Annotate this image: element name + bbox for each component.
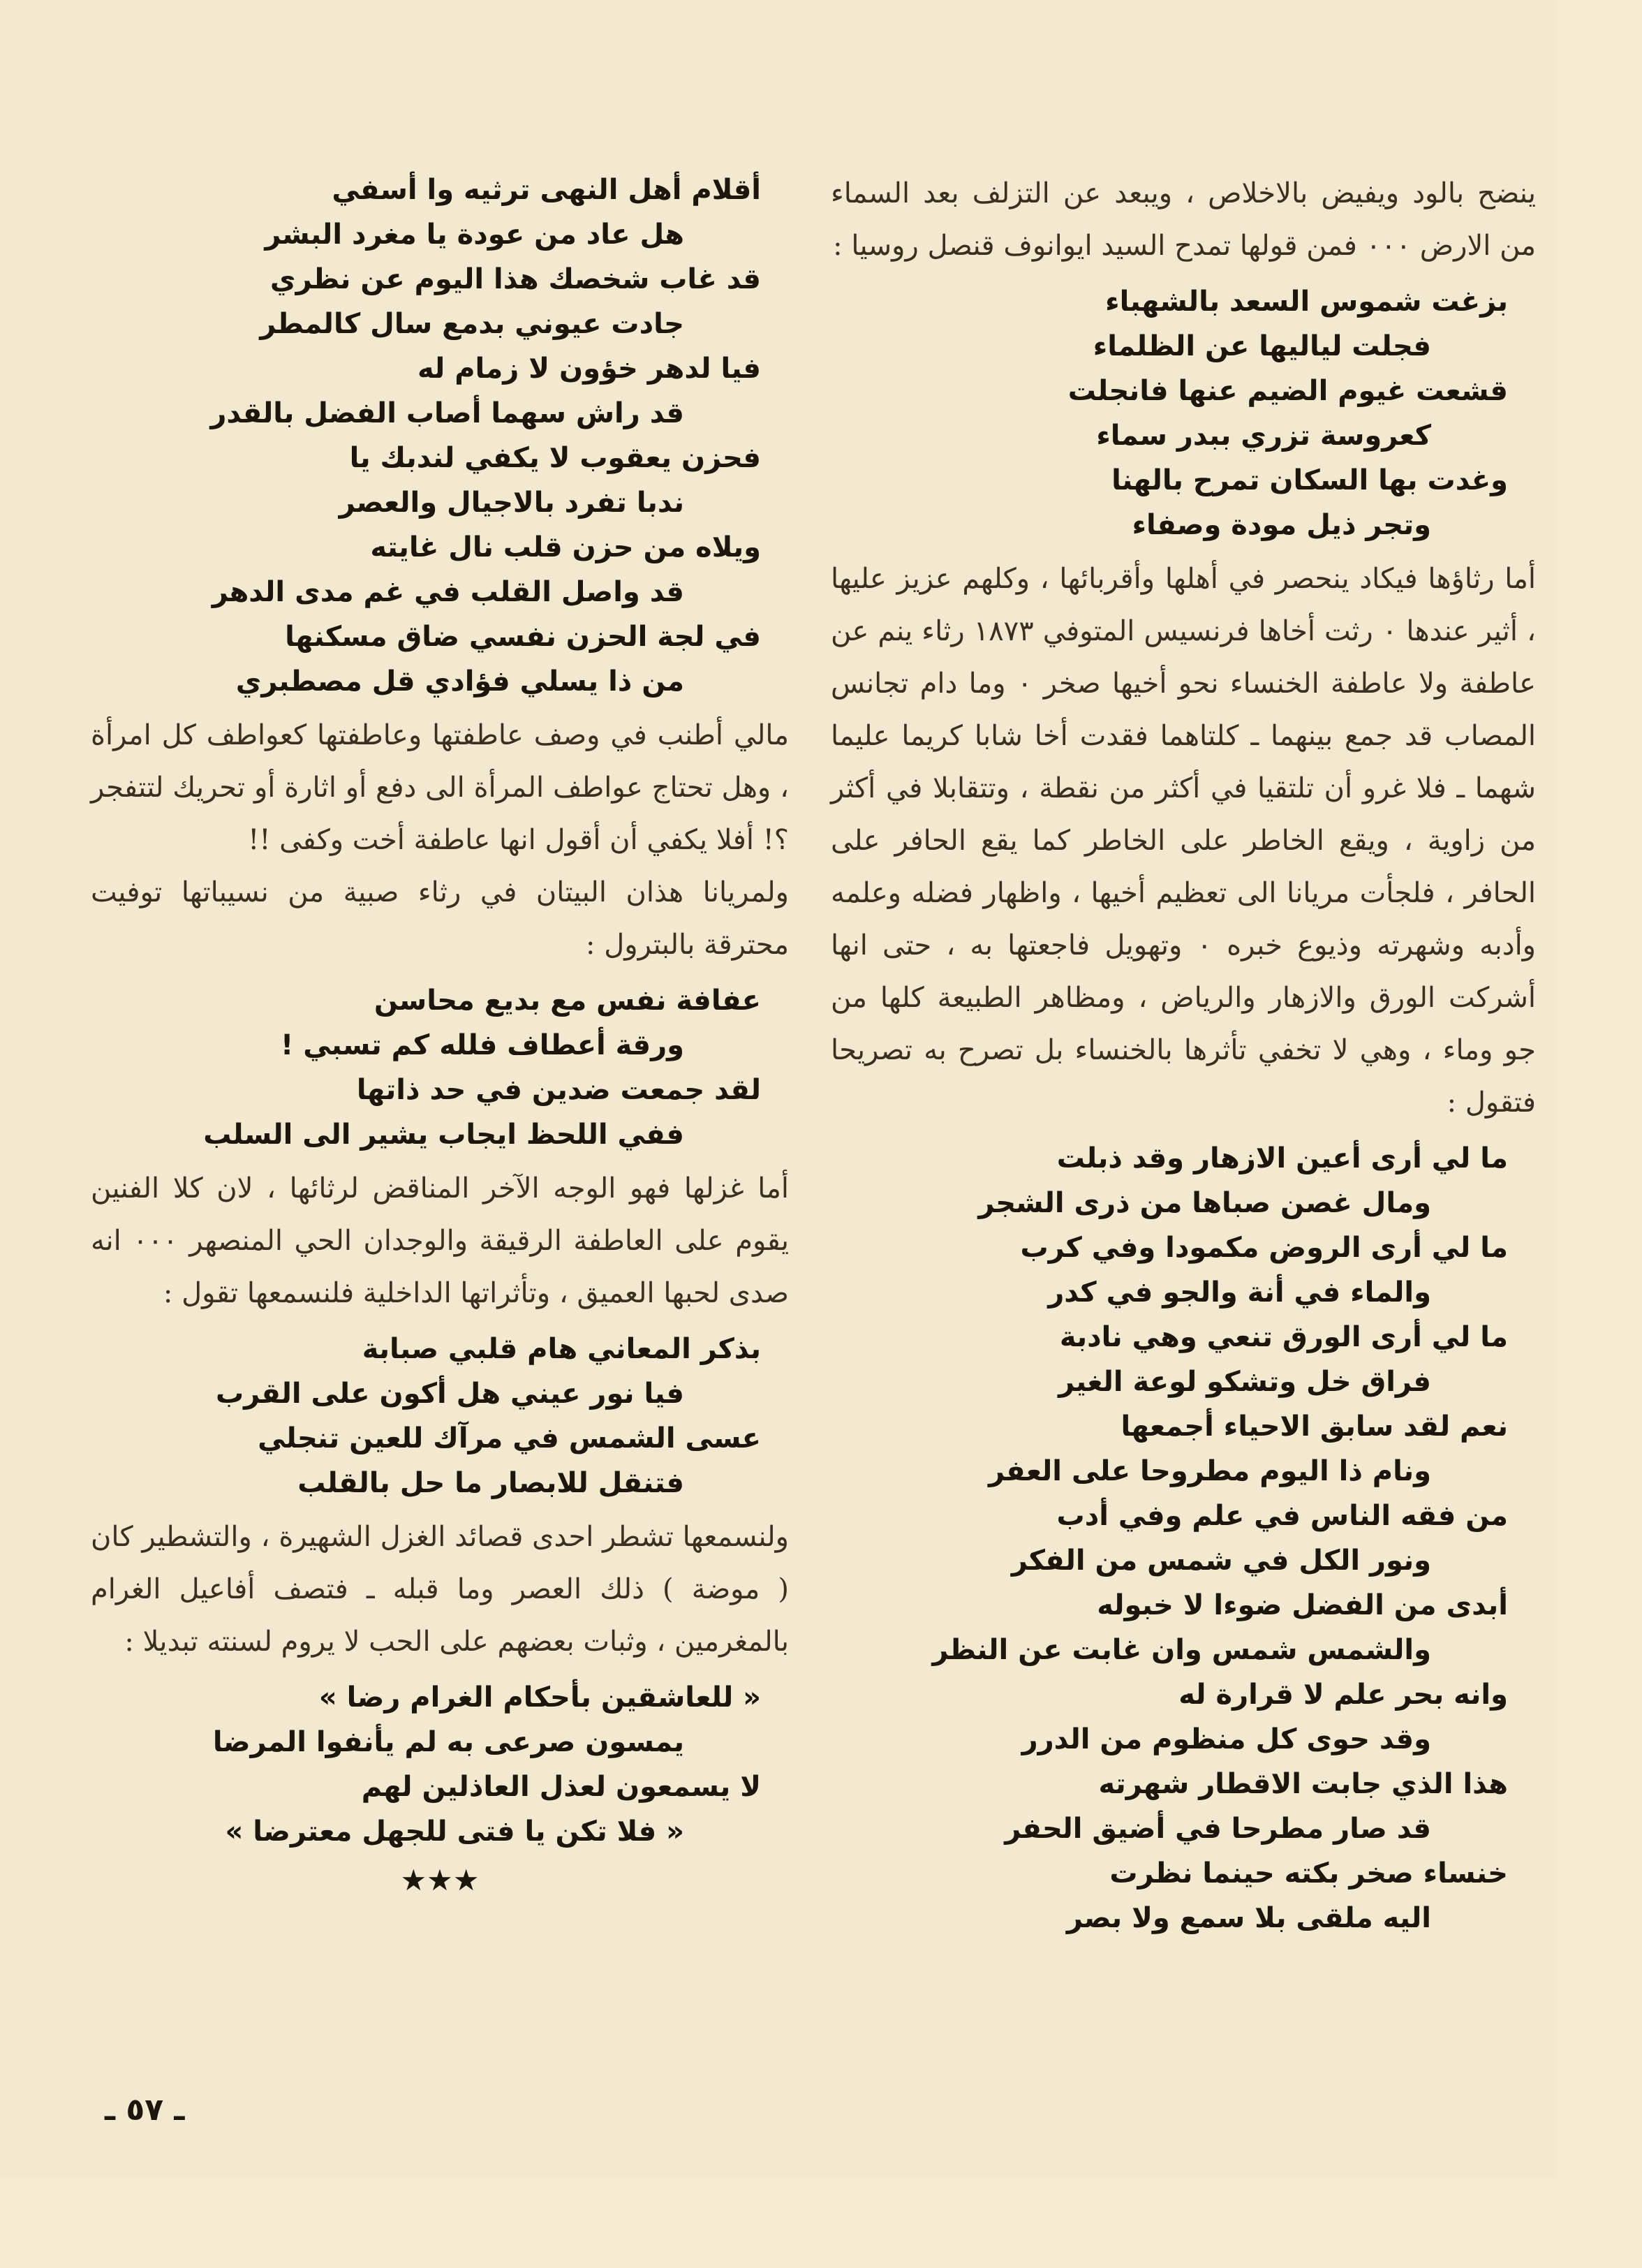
verse-line: فحزن يعقوب لا يكفي لندبك يا <box>349 442 761 474</box>
verse-line: فراق خل وتشكو لوعة الغير <box>1058 1366 1431 1398</box>
left-column <box>91 168 789 1901</box>
verse-line: جادت عيوني بدمع سال كالمطر <box>260 308 684 340</box>
verse-line: أقلام أهل النهى ترثيه وا أسفي <box>332 174 761 206</box>
verse-line: قد راش سهما أصاب الفضل بالقدر <box>210 397 684 429</box>
verse-line: ما لي أرى الروض مكمودا وفي كرب <box>1020 1232 1508 1264</box>
verse-line: ما لي أرى الورق تنعي وهي نادبة <box>1059 1321 1508 1353</box>
verse-line: بزغت شموس السعد بالشهباء <box>1105 286 1508 318</box>
verse-line: « للعاشقين بأحكام الغرام رضا » <box>318 1681 761 1714</box>
verse-line: قد غاب شخصك هذا اليوم عن نظري <box>269 263 761 295</box>
section-divider-stars: ★★★ <box>400 1863 480 1897</box>
poem-praise-ivanov <box>831 279 1536 547</box>
verse-line: لقد جمعت ضدين في حد ذاتها <box>356 1074 761 1106</box>
verse-line: من فقه الناس في علم وفي أدب <box>1056 1500 1508 1532</box>
verse-line: ويلاه من حزن قلب نال غايته <box>370 531 761 564</box>
verse-line: خنساء صخر بكته حينما نظرت <box>1109 1857 1508 1890</box>
verse-line: هذا الذي جابت الاقطار شهرته <box>1098 1768 1508 1800</box>
paragraph-tashtir: ولنسمعها تشطر احدى قصائد الغزل الشهيرة ، والتشطير كان ( موضة ) ذلك العصر وما قبله ـ فتصف أفاعيل الغرام بالمغرمين ، وثبات بعضهم على الحب لا يروم لسنته تبديلا : <box>91 1521 789 1658</box>
poem-ghazal <box>91 1327 789 1505</box>
paragraph-intro: ينضح بالود ويفيض بالاخلاص ، ويبعد عن التزلف بعد السماء من الارض ٠٠٠ فمن قولها تمدح السيد ايوانوف قنصل روسيا : <box>831 177 1536 262</box>
verse-line: وانه بحر علم لا قرارة له <box>1178 1679 1508 1711</box>
verse-line: ما لي أرى أعين الازهار وقد ذبلت <box>1056 1142 1508 1174</box>
poem-girl-elegy <box>91 978 789 1157</box>
verse-line: يمسون صرعى به لم يأنفوا المرضا <box>212 1726 684 1758</box>
right-column <box>831 168 1536 1946</box>
verse-line: والشمس شمس وان غابت عن النظر <box>932 1634 1431 1666</box>
verse-line: وغدت بها السكان تمرح بالهنا <box>1111 464 1508 496</box>
verse-line: قد صار مطرحا في أضيق الحفر <box>1005 1813 1431 1845</box>
verse-line: قشعت غيوم الضيم عنها فانجلت <box>1067 375 1508 407</box>
paragraph-two-verses: ولمريانا هذان البيتان في رثاء صبية من نسيباتها توفيت محترقة بالبترول : <box>91 876 789 961</box>
verse-line: لا يسمعون لعذل العاذلين لهم <box>361 1771 761 1803</box>
verse-line: بذكر المعاني هام قلبي صبابة <box>362 1333 761 1365</box>
verse-line: هل عاد من عودة يا مغرد البشر <box>265 219 684 251</box>
page-number: ـ ٥٧ ـ <box>105 2092 185 2128</box>
verse-line: في لجة الحزن نفسي ضاق مسكنها <box>285 621 761 653</box>
verse-line: ندبا تفرد بالاجيال والعصر <box>339 487 684 519</box>
verse-line: ومال غصن صباها من ذرى الشجر <box>978 1187 1431 1219</box>
verse-line: والماء في أنة والجو في كدر <box>1048 1276 1431 1309</box>
verse-line: اليه ملقى بلا سمع ولا بصر <box>1066 1902 1431 1934</box>
verse-line: « فلا تكن يا فتى للجهل معترضا » <box>225 1816 684 1848</box>
verse-line: ونور الكل في شمس من الفكر <box>1011 1545 1431 1577</box>
poem-tashtir <box>91 1675 789 1854</box>
verse-line: فتنقل للابصار ما حل بالقلب <box>297 1467 684 1499</box>
paragraph-ghazal: أما غزلها فهو الوجه الآخر المناقض لرثائها ، لان كلا الفنين يقوم على العاطفة الرقيقة والوجدان الحي المنصهر ٠٠٠ انه صدى لحبها العميق ، وتأثراتها الداخلية فلنسمعها تقول : <box>91 1172 790 1309</box>
verse-line: ورقة أعطاف فلله كم تسبي ! <box>281 1029 684 1061</box>
verse-line: وتجر ذيل مودة وصفاء <box>1132 509 1431 541</box>
verse-line: ففي اللحظ ايجاب يشير الى السلب <box>203 1119 684 1151</box>
verse-line: عفافة نفس مع بديع محاسن <box>373 985 761 1017</box>
verse-line: عسى الشمس في مرآك للعين تنجلي <box>258 1422 761 1455</box>
verse-line: وقد حوى كل منظوم من الدرر <box>1021 1723 1431 1755</box>
verse-line: فيا نور عيني هل أكون على القرب <box>215 1378 684 1410</box>
verse-line: من ذا يسلي فؤادي قل مصطبري <box>235 665 684 698</box>
verse-line: قد واصل القلب في غم مدى الدهر <box>212 576 684 608</box>
poem-elegy-continued <box>91 168 789 704</box>
verse-line: أبدى من الفضل ضوءا لا خبوله <box>1097 1589 1508 1621</box>
poem-elegy-francis <box>831 1136 1536 1941</box>
verse-line: نعم لقد سابق الاحياء أجمعها <box>1120 1411 1508 1443</box>
paragraph-emotion: مالي أطنب في وصف عاطفتها وعاطفتها كعواطف كل امرأة ، وهل تحتاج عواطف المرأة الى دفع أو اثارة أو تحريك لتتفجر ؟! أفلا يكفي أن أقول انها عاطفة أخت وكفى !! <box>91 719 789 856</box>
verse-line: فجلت لياليها عن الظلماء <box>1093 330 1431 362</box>
verse-line: كعروسة تزري ببدر سماء <box>1096 420 1431 452</box>
verse-line: ونام ذا اليوم مطروحا على العفر <box>989 1455 1431 1487</box>
verse-line: فيا لدهر خؤون لا زمام له <box>417 353 761 385</box>
paragraph-elegy: أما رثاؤها فيكاد ينحصر في أهلها وأقربائها ، وكلهم عزيز عليها ، أثير عندها ٠ رثت أخاها فرنسيس المتوفي ١٨٧٣ رثاء ينم عن عاطفة ولا عاطفة الخنساء نحو أخيها صخر ٠ وما دام تجانس المصاب قد جمع بينهما ـ كلتاهما فقدت أخا شابا كريما عليما شهما ـ فلا غرو أن تلتقيا في أكثر من نقطة ، وتتقابلا في أكثر من زاوية ، ويقع الخاطر على الخاطر كما يقع الحافر على الحافر ، فلجأت مريانا الى تعظيم أخيها ، واظهار فضله وعلمه وأدبه وشهرته وذيوع خبره ٠ وتهويل فاجعتها به ، حتى انها أشركت الورق والازهار والرياض ، ومظاهر الطبيعة كلها من جو وماء ، وهي لا تخفي تأثرها بالخنساء بل تصرح به تصريحا فتقول : <box>831 563 1537 1119</box>
